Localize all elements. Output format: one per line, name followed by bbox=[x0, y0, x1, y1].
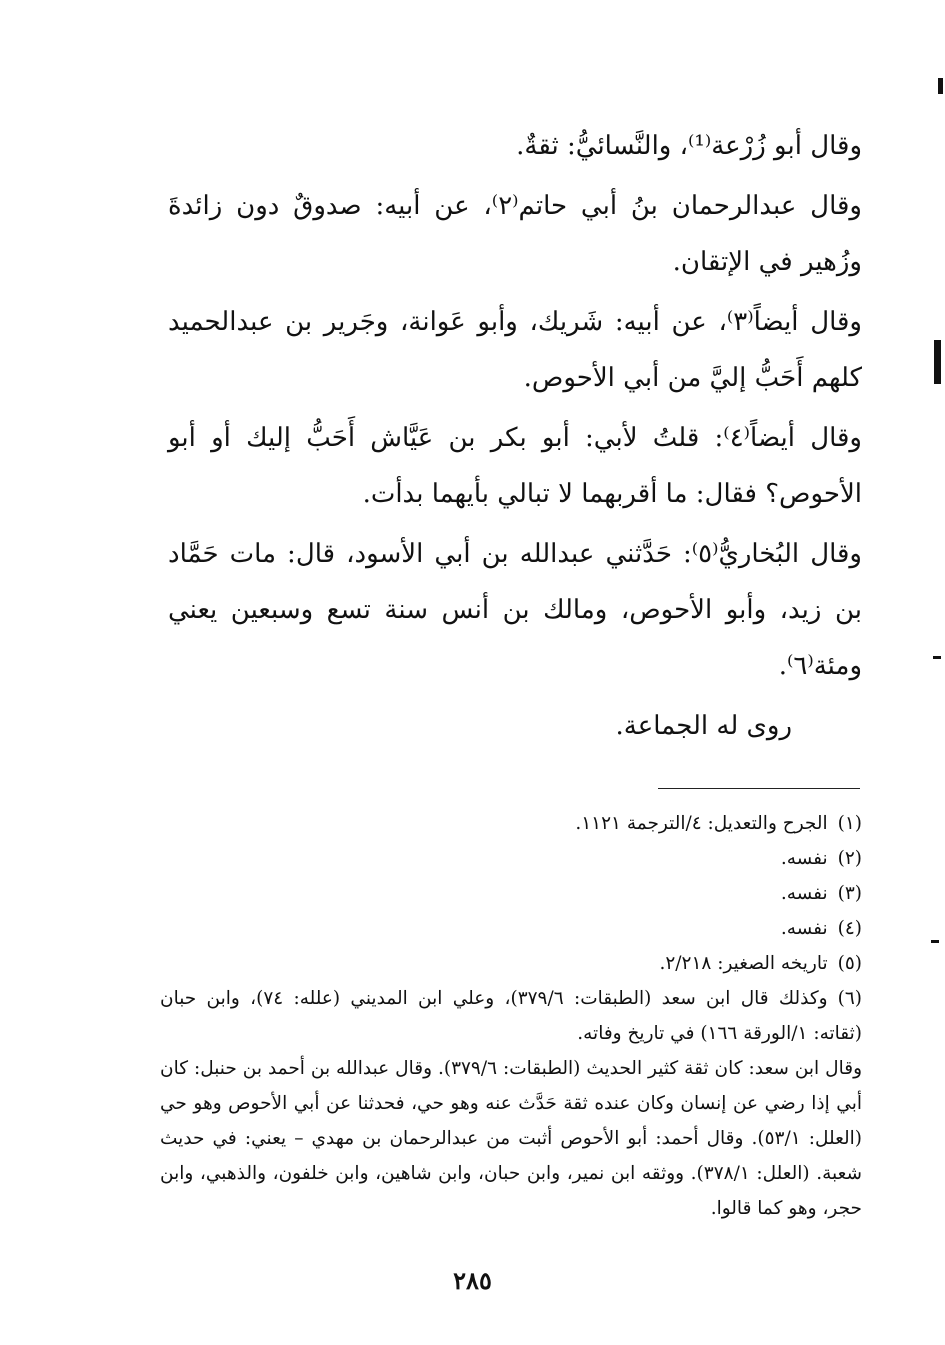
footnote-number: (٣) bbox=[837, 883, 862, 904]
scan-mark bbox=[933, 656, 941, 659]
footnote-number: (٢) bbox=[837, 848, 862, 869]
paragraph: وقال أبو زُرْعة⁽¹⁾، والنَّسائيُّ: ثقةٌ. bbox=[516, 131, 862, 161]
footnote bbox=[160, 911, 862, 946]
footnote bbox=[160, 876, 862, 911]
footnote bbox=[160, 946, 862, 981]
footnote-text: نفسه. bbox=[780, 848, 828, 869]
footnote-number: (٤) bbox=[837, 918, 862, 939]
paragraph: وقال عبدالرحمان بنُ أبي حاتم⁽٢⁾، عن أبيه: صدوقٌ دون زائدةَ وزُهير في الإتقان. bbox=[168, 191, 862, 277]
footnote-continuation: وقال ابن سعد: كان ثقة كثير الحديث (الطبقات: ٣٧٩/٦). وقال عبدالله بن أحمد بن حنبل: كان أبي إذا رضي عن إنسان وكان عنده ثقة حَدَّث عنه وهو حي، فحدثنا عن أبي الأحوص وهو حي (العلل: ٥٣/١). وقال أحمد: أبو الأحوص أثبت من عبدالرحمان بن مهدي – يعني: في حديث شعبة. (العلل: ٣٧٨/١). ووثقه ابن نمير، وابن حبان، وابن شاهين، وابن خلفون، والذهبي، وابن حجر، وهو كما قالوا. bbox=[160, 1058, 862, 1219]
footnote-number: (٥) bbox=[837, 953, 862, 974]
paragraph: وقال أيضاً⁽٤⁾: قلتُ لأبي: أبو بكر بن عَيَّاش أَحَبُّ إليك أو أبو الأحوص؟ فقال: ما أقربهما لا تبالي بأيهما بدأت. bbox=[168, 423, 862, 509]
footnotes bbox=[160, 806, 862, 1226]
footnote-text: نفسه. bbox=[780, 883, 828, 904]
main-text bbox=[168, 118, 862, 754]
footnote-text: الجرح والتعديل: ٤/الترجمة ١١٢١. bbox=[575, 813, 828, 834]
footnote bbox=[160, 806, 862, 841]
footnote-number: (١) bbox=[837, 813, 862, 834]
paragraph: روى له الجماعة. bbox=[615, 711, 792, 741]
footnote-number: (٦) bbox=[837, 988, 862, 1009]
scan-mark bbox=[938, 78, 943, 94]
scan-mark bbox=[934, 340, 941, 384]
footnote bbox=[160, 841, 862, 876]
footnote bbox=[160, 981, 862, 1051]
paragraph: وقال أيضاً⁽٣⁾، عن أبيه: شَريك، وأبو عَوانة، وجَرير بن عبدالحميد كلهم أَحَبُّ إليَّ من أبي الأحوص. bbox=[168, 307, 862, 393]
page-number: ٢٨٥ bbox=[453, 1266, 492, 1295]
footnote-text: وكذلك قال ابن سعد (الطبقات: ٣٧٩/٦)، وعلي ابن المديني (علله: ٧٤)، وابن حبان (ثقاته: ١/الورقة ١٦٦) في تاريخ وفاته. bbox=[160, 988, 862, 1044]
footnote-text: نفسه. bbox=[780, 918, 828, 939]
footnote-text: تاريخه الصغير: ٢/٢١٨. bbox=[659, 953, 828, 974]
footnote-separator bbox=[658, 788, 860, 789]
paragraph: وقال البُخاريُّ⁽٥⁾: حَدَّثني عبدالله بن أبي الأسود، قال: مات حَمَّاد بن زيد، وأبو الأحوص، ومالك بن أنس سنة تسع وسبعين يعني ومئة⁽٦⁾. bbox=[168, 539, 862, 681]
scan-mark bbox=[931, 940, 939, 943]
